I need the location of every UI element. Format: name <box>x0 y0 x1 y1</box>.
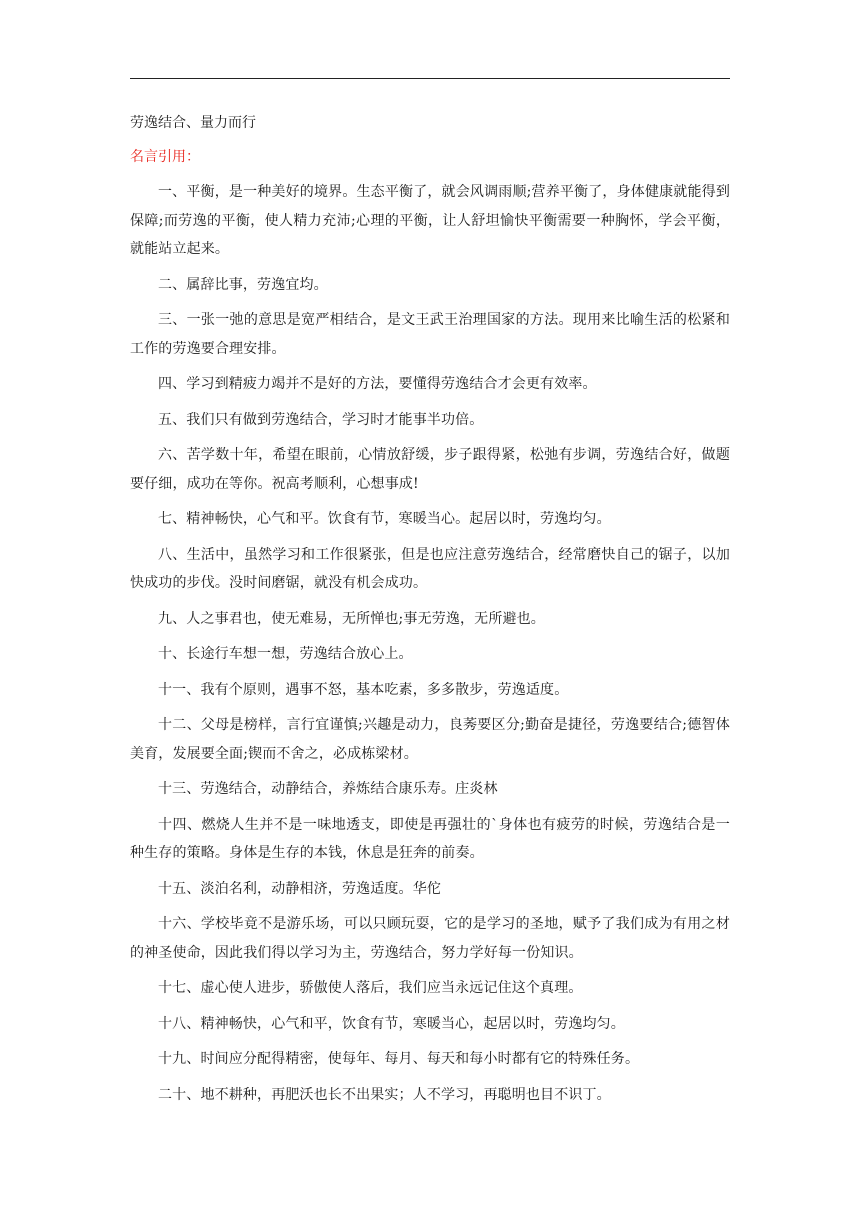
document-title: 劳逸结合、量力而行 <box>130 115 256 131</box>
quote-item: 十六、学校毕竟不是游乐场，可以只顾玩耍，它的是学习的圣地，赋予了我们成为有用之材的神圣使命，因此我们得以学习为主，劳逸结合，努力学好每一份知识。 <box>130 916 730 961</box>
quote-item: 十二、父母是榜样，言行宜谨慎;兴趣是动力，良莠要区分;勤奋是捷径，劳逸要结合;德智体美育，发展要全面;锲而不舍之，必成栋梁材。 <box>130 717 730 762</box>
quote-item: 十、长途行车想一想，劳逸结合放心上。 <box>158 646 413 662</box>
document-body <box>130 110 730 1116</box>
quote-item: 十一、我有个原则，遇事不怒，基本吃素，多多散步，劳逸适度。 <box>158 681 569 698</box>
quote-item: 三、一张一弛的意思是宽严相结合，是文王武王治理国家的方法。现用来比喻生活的松紧和工作的劳逸要合理安排。 <box>130 312 730 357</box>
quote-item: 十五、淡泊名利，动静相济，劳逸适度。华佗 <box>158 880 441 897</box>
header-rule <box>130 78 730 79</box>
quote-item: 四、学习到精疲力竭并不是好的方法，要懂得劳逸结合才会更有效率。 <box>158 376 597 392</box>
quote-item: 十九、时间应分配得精密，使每年、每月、每天和每小时都有它的特殊任务。 <box>158 1051 640 1067</box>
quote-item: 七、精神畅快，心气和平。饮食有节，寒暖当心。起居以时，劳逸均匀。 <box>158 511 611 527</box>
quote-item: 五、我们只有做到劳逸结合，学习时才能事半功倍。 <box>158 411 484 428</box>
quote-item: 十七、虚心使人进步，骄傲使人落后，我们应当永远记住这个真理。 <box>158 980 583 996</box>
quote-item: 八、生活中，虽然学习和工作很紧张，但是也应注意劳逸结合，经常磨快自己的锯子，以加快成功的步伐。没时间磨锯，就没有机会成功。 <box>130 546 730 591</box>
quote-item: 六、苦学数十年，希望在眼前，心情放舒缓，步子跟得紧，松弛有步调，劳逸结合好，做题要仔细，成功在等你。祝高考顺利，心想事成! <box>130 447 730 492</box>
quote-item: 一、平衡，是一种美好的境界。生态平衡了，就会风调雨顺;营养平衡了，身体健康就能得到保障;而劳逸的平衡，使人精力充沛;心理的平衡，让人舒坦愉快平衡需要一种胸怀，学会平衡，就能站立起来。 <box>130 184 730 257</box>
section-label-quotes: 名言引用： <box>130 149 200 165</box>
quote-item: 二、属辞比事，劳逸宜均。 <box>158 276 328 293</box>
quote-item: 十八、精神畅快，心气和平，饮食有节，寒暖当心，起居以时，劳逸均匀。 <box>158 1015 625 1032</box>
quote-item: 十四、燃烧人生并不是一味地透支，即使是再强壮的`身体也有疲劳的时候，劳逸结合是一种生存的策略。身体是生存的本钱，休息是狂奔的前奏。 <box>130 816 730 861</box>
quote-item: 九、人之事君也，使无难易，无所惮也;事无劳逸，无所避也。 <box>158 610 545 627</box>
quote-item: 二十、地不耕种，再肥沃也长不出果实；人不学习，再聪明也目不识丁。 <box>158 1086 611 1103</box>
quote-item: 十三、劳逸结合，动静结合，养炼结合康乐寿。庄炎林 <box>158 781 498 797</box>
